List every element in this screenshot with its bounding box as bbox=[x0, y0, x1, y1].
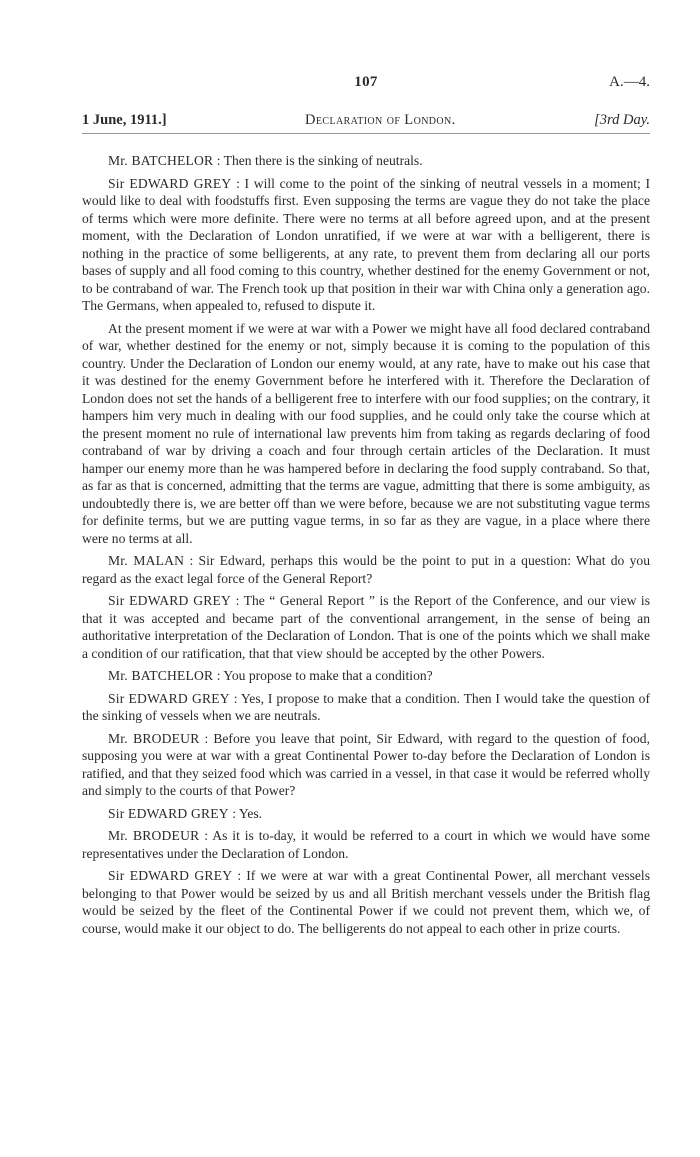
running-head-title: Declaration of London. bbox=[305, 112, 456, 128]
paragraph bbox=[82, 552, 650, 587]
paragraph bbox=[82, 690, 650, 725]
paragraph bbox=[82, 827, 650, 862]
speaker-name: Sir EDWARD GREY bbox=[108, 593, 232, 608]
speaker-name: Mr. BATCHELOR bbox=[108, 153, 214, 168]
speaker-name: Mr. BATCHELOR bbox=[108, 668, 214, 683]
paragraph-text: : Sir Edward, perhaps this would be the point to put in a question: What do you regard as the exact legal force of the General Report? bbox=[82, 553, 650, 586]
paragraph-text: : As it is to-day, it would be referred to a court in which we would have some representatives under the Declaration of London. bbox=[82, 828, 650, 861]
paragraph-text: : Yes. bbox=[232, 805, 263, 821]
speaker-name: Mr. MALAN bbox=[108, 553, 185, 568]
speaker-name: Sir EDWARD GREY bbox=[108, 805, 229, 821]
paragraph bbox=[82, 320, 650, 548]
paragraph bbox=[82, 730, 650, 800]
document-page bbox=[82, 0, 650, 942]
paragraph-text: : Yes, I propose to make that a condition. Then I would take the question of the sinking of vessels when we are neutrals. bbox=[82, 690, 651, 723]
paragraph bbox=[82, 867, 650, 937]
paragraph bbox=[82, 592, 650, 662]
paragraph-text: : If we were at war with a great Continental Power, all merchant vessels belonging to that Power would be seized by us and all British merchant vessels under the British flag would be seized by the fleet of the Continental Power if we could not prevent them, which we, of course, would make it our object to do. The belligerents do not appeal to each other in prize courts. bbox=[82, 868, 650, 936]
paragraph-text: : You propose to make that a condition? bbox=[216, 668, 433, 683]
page-header bbox=[82, 0, 650, 108]
transcript-body bbox=[82, 152, 650, 937]
paragraph bbox=[82, 175, 650, 315]
running-head bbox=[82, 112, 650, 134]
paragraph-text: : I will come to the point of the sinking of neutral vessels in a moment; I would like to deal with foodstuffs first. Even supposing the terms are vague they do not take the place of terms which were more definite. There were no terms at all before agreed upon, and at the present moment, with the Declaration of London unratified, if we were at war with a belligerent, there is nothing in the practice of some belligerents, at any rate, to prevent them from declaring all our ports bases of supply and all food coming to this country, whether destined for the enemy Government or not, to be contraband of war. The French took up that position in their war with China only a generation ago. The Germans, when appealed to, refused to dispute it. bbox=[82, 175, 651, 313]
paragraph-text: At the present moment if we were at war with a Power we might have all food declared contraband of war, whether destined for the enemy or not, simply because it is coming to the population of this country. Under the Declaration of London our enemy would, at any rate, have to make out his case that it was destined for the enemy Government before he interfered with it. Therefore the Declaration of London does not set the hands of a belligerent free to interfere with our food supplies; on the contrary, it hampers him very much in dealing with our food supplies, and he could only take the course which at the present moment no rule of international law prevents him from taking as regards declaring of food contraband of war by driving a coach and four through certain articles of the Declaration. It must hamper our enemy more than he was hampered before in declaring the food supply contraband. So that, as far as that is concerned, admitting that the terms are vague, admitting that there is some ambiguity, as undoubtedly there is, we are better off than we were before, because we are not substituting vague terms for definite terms, but we are putting vague terms, in so far as they are vague, in a place where there were no terms at all. bbox=[82, 320, 650, 546]
running-head-date: 1 June, 1911.] bbox=[82, 112, 167, 128]
running-head-day: [3rd Day. bbox=[594, 112, 650, 128]
paragraph bbox=[82, 152, 650, 170]
paragraph bbox=[82, 805, 650, 823]
paragraph-text: : Before you leave that point, Sir Edward, with regard to the question of food, supposing you were at war with a great Continental Power to-day before the Declaration of London is ratified, and that they seized food which was carried in a vessel, in that case it would be referred wholly and simply to the courts of that Power? bbox=[82, 730, 650, 798]
speaker-name: Mr. BRODEUR bbox=[108, 828, 200, 843]
paragraph-text: : The “ General Report ” is the Report of the Conference, and our view is that it was accepted and became part of the conventional arrangement, in the sense of being an authoritative interpretation of the Declaration of London. That is one of the points which we shall make a condition of our ratification, that that view should be accepted by the other Powers. bbox=[82, 593, 651, 661]
speaker-name: Sir EDWARD GREY bbox=[108, 690, 230, 706]
speaker-name: Sir EDWARD GREY bbox=[108, 175, 232, 191]
speaker-name: Mr. BRODEUR bbox=[108, 730, 200, 746]
series-reference: A.—4. bbox=[609, 74, 650, 90]
paragraph bbox=[82, 667, 650, 685]
paragraph-text: : Then there is the sinking of neutrals. bbox=[216, 153, 423, 168]
page-number: 107 bbox=[354, 74, 378, 90]
speaker-name: Sir EDWARD GREY bbox=[108, 868, 233, 883]
